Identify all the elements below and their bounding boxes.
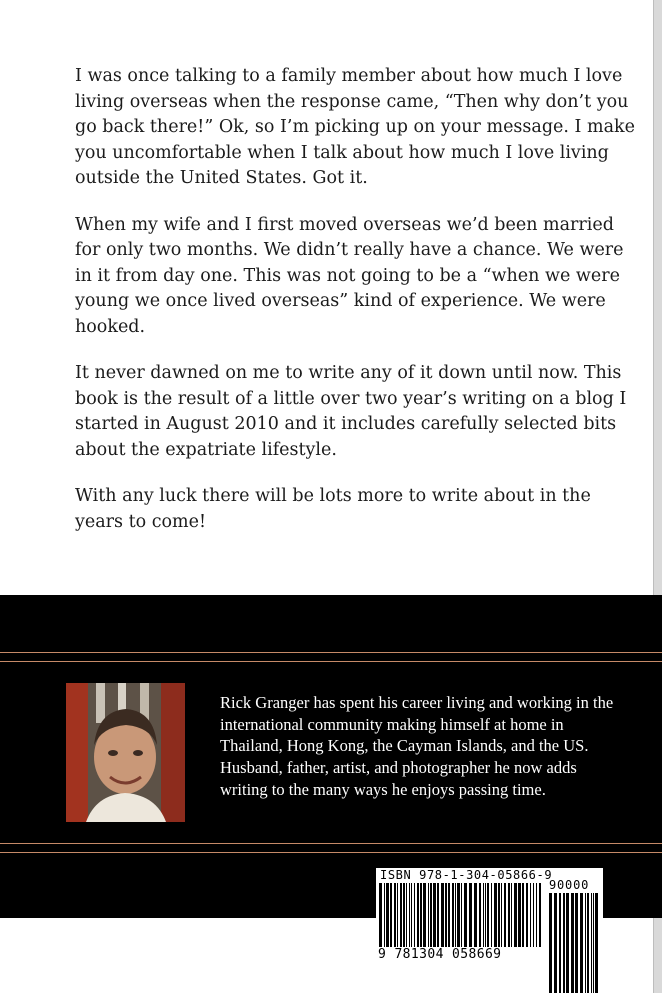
- barcode-bar: [559, 893, 561, 993]
- barcode-bar: [403, 883, 405, 947]
- barcode-bar: [522, 883, 524, 947]
- divider-rule: [0, 661, 662, 662]
- author-bio: Rick Granger has spent his career living and working in the international community making himself at home in Thailand, Hong Kong, the Cayman Islands, and the US. Husband, father, artist, and photographer he now adds writing to the many ways he enjoys passing time.: [220, 693, 614, 799]
- barcode-bar: [511, 883, 512, 947]
- price-code: 90000: [549, 878, 590, 892]
- barcode-bar: [394, 883, 396, 947]
- barcode-bar: [498, 883, 500, 947]
- barcode-bar: [571, 893, 574, 993]
- barcode-bar: [566, 893, 569, 993]
- divider-rule: [0, 652, 662, 653]
- barcode-bar: [533, 883, 534, 947]
- barcode-bar: [494, 883, 497, 947]
- barcode-bar: [501, 883, 502, 947]
- barcode-bar: [400, 883, 402, 947]
- barcode-bar: [474, 883, 477, 947]
- barcode-bar: [461, 883, 462, 947]
- isbn-barcode: [379, 883, 541, 947]
- blurb-paragraph: With any luck there will be lots more to write about in the years to come!: [75, 486, 591, 532]
- barcode-bar: [420, 883, 422, 947]
- barcode-bar: [539, 883, 541, 947]
- barcode-bar: [406, 883, 407, 947]
- barcode-bar: [379, 883, 382, 947]
- barcode-bar: [384, 883, 385, 947]
- ean-digits: 9 781304 058669: [378, 947, 538, 962]
- divider-rule: [0, 843, 662, 844]
- barcode-bar: [483, 883, 484, 947]
- barcode-bar: [526, 883, 528, 947]
- barcode-bar: [433, 883, 436, 947]
- barcode-bar: [504, 883, 506, 947]
- blurb-paragraph: When my wife and I first moved overseas we’d been married for only two months. We didn’t really have a chance. We were in it from day one. This was not going to be a “when we were young we once lived overseas” kind of experience. We were hooked.: [75, 214, 624, 337]
- barcode-bar: [585, 893, 586, 993]
- author-photo: [66, 683, 185, 822]
- barcode-bar: [575, 893, 578, 993]
- barcode-bar: [595, 893, 598, 993]
- barcode-bar: [485, 883, 486, 947]
- back-cover-blurb: [75, 64, 635, 556]
- barcode-bar: [487, 883, 489, 947]
- barcode-bar: [554, 893, 557, 993]
- barcode-bar: [448, 883, 450, 947]
- blurb-paragraph: I was once talking to a family member about how much I love living overseas when the response came, “Then why don’t you go back there!” Ok, so I’m picking up on your message. I make you uncomfortable when I talk about how much I love living outside the United States. Got it.: [75, 66, 635, 188]
- barcode-bar: [455, 883, 456, 947]
- barcode-bar: [441, 883, 444, 947]
- barcode-bar: [430, 883, 432, 947]
- barcode-bar: [386, 883, 389, 947]
- barcode-bar: [508, 883, 510, 947]
- barcode-bar: [423, 883, 426, 947]
- divider-rule: [0, 852, 662, 853]
- barcode-bar: [580, 893, 583, 993]
- price-barcode: [549, 893, 599, 993]
- barcode-bar: [452, 883, 454, 947]
- barcode-bar: [445, 883, 447, 947]
- barcode-bar: [417, 883, 419, 947]
- barcode-bar: [591, 893, 592, 993]
- barcode-bar: [464, 883, 467, 947]
- barcode-bar: [397, 883, 398, 947]
- barcode-bar: [587, 893, 589, 993]
- barcode-bar: [530, 883, 531, 947]
- barcode-bar: [390, 883, 392, 947]
- barcode-bar: [428, 883, 429, 947]
- barcode-bar: [479, 883, 481, 947]
- barcode-bar: [457, 883, 460, 947]
- barcode-bar: [549, 893, 552, 993]
- barcode-bar: [514, 883, 517, 947]
- barcode-bar: [593, 893, 594, 993]
- barcode-bar: [409, 883, 410, 947]
- barcode-bar: [518, 883, 521, 947]
- barcode-bar: [563, 893, 565, 993]
- isbn-label: ISBN 978-1-304-05866-9: [380, 868, 553, 882]
- blurb-paragraph: It never dawned on me to write any of it down until now. This book is the result of a little over two year’s writing on a blog I started in August 2010 and it includes carefully selected bits about the expatriate lifestyle.: [75, 363, 627, 460]
- barcode-bar: [491, 883, 492, 947]
- barcode-bar: [536, 883, 537, 947]
- barcode-bar: [414, 883, 415, 947]
- author-portrait-image: [66, 683, 185, 822]
- barcode-bar: [437, 883, 439, 947]
- barcode-bar: [469, 883, 472, 947]
- barcode-bar: [411, 883, 412, 947]
